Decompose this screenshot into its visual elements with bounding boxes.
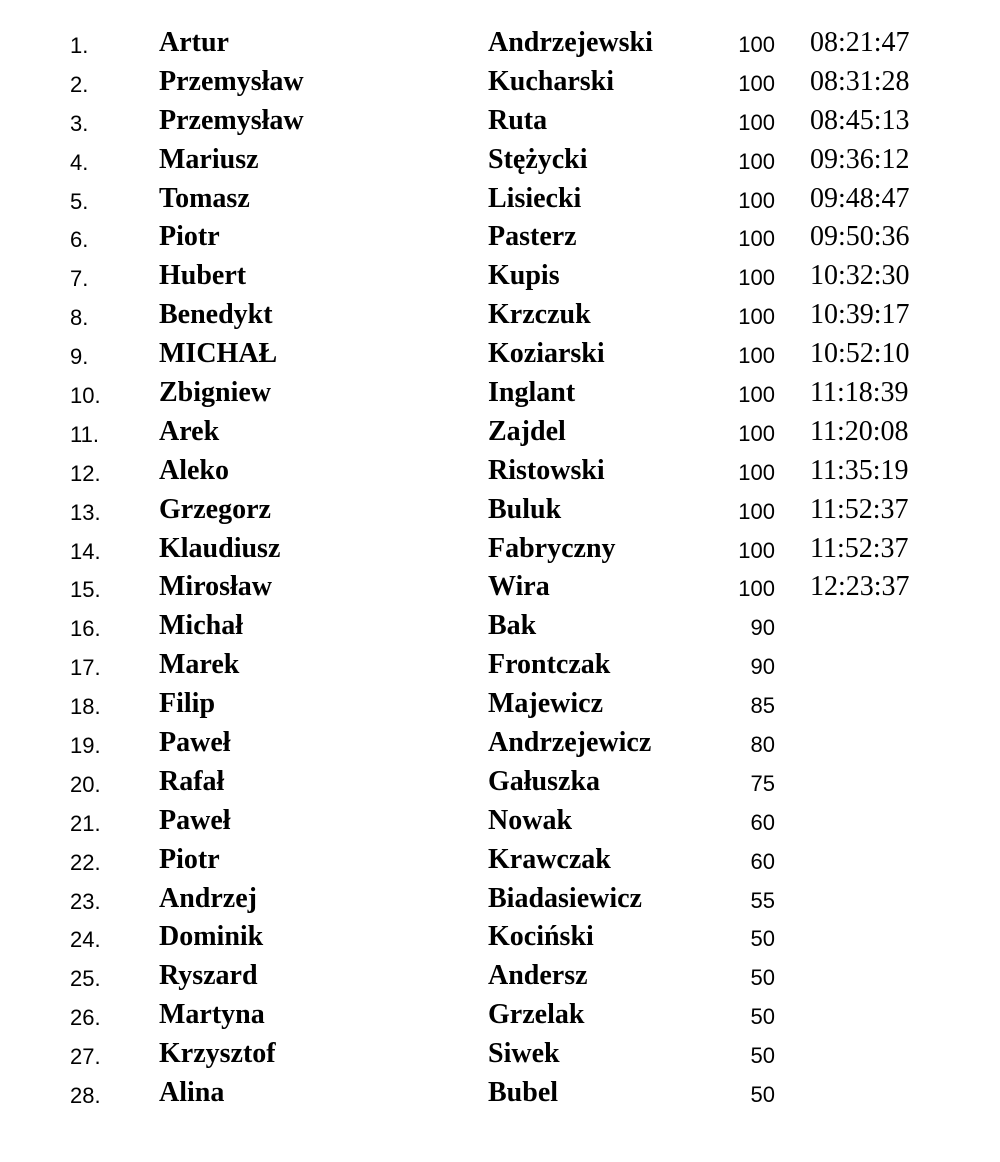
rank-cell: 9. — [70, 344, 89, 370]
table-row — [0, 880, 1000, 919]
time-cell: 11:35:19 — [810, 454, 909, 486]
last-name-cell: Krawczak — [488, 843, 611, 875]
last-name-cell: Wira — [488, 571, 550, 603]
first-name-cell: Rafał — [159, 765, 225, 797]
time-cell: 09:48:47 — [810, 182, 910, 214]
rank-cell: 10. — [70, 383, 101, 409]
rank-cell: 19. — [70, 733, 101, 759]
table-row — [0, 918, 1000, 957]
last-name-cell: Kupis — [488, 260, 560, 292]
table-row — [0, 102, 1000, 141]
table-row — [0, 607, 1000, 646]
rank-cell: 21. — [70, 810, 101, 836]
last-name-cell: Gałuszka — [488, 765, 601, 797]
points-cell: 60 — [750, 848, 775, 874]
results-table — [0, 24, 1000, 1113]
points-cell: 100 — [738, 537, 775, 563]
first-name-cell: Grzegorz — [159, 493, 271, 525]
time-cell: 10:52:10 — [810, 338, 910, 370]
table-row — [0, 802, 1000, 841]
table-row — [0, 452, 1000, 491]
points-cell: 100 — [738, 265, 775, 291]
points-cell: 100 — [738, 187, 775, 213]
table-row — [0, 1035, 1000, 1074]
time-cell: 08:45:13 — [810, 104, 910, 136]
time-cell: 08:21:47 — [810, 27, 910, 58]
time-cell: 11:18:39 — [810, 377, 909, 409]
last-name-cell: Ristowski — [488, 454, 605, 486]
points-cell: 50 — [750, 926, 775, 952]
table-row — [0, 646, 1000, 685]
table-row — [0, 296, 1000, 335]
rank-cell: 15. — [70, 577, 101, 603]
last-name-cell: Frontczak — [488, 649, 611, 681]
rank-cell: 4. — [70, 149, 89, 175]
points-cell: 100 — [738, 498, 775, 524]
last-name-cell: Andrzejewski — [488, 27, 653, 58]
rank-cell: 1. — [70, 33, 89, 58]
rank-cell: 13. — [70, 499, 101, 525]
points-cell: 90 — [750, 654, 775, 680]
last-name-cell: Bubel — [488, 1077, 559, 1109]
rank-cell: 12. — [70, 460, 101, 486]
last-name-cell: Andrzejewicz — [488, 727, 652, 759]
time-cell: 12:23:37 — [810, 571, 910, 603]
rank-cell: 20. — [70, 771, 101, 797]
last-name-cell: Krzczuk — [488, 299, 591, 331]
table-row — [0, 996, 1000, 1035]
rank-cell: 25. — [70, 966, 101, 992]
last-name-cell: Siwek — [488, 1038, 560, 1070]
table-row — [0, 957, 1000, 996]
last-name-cell: Nowak — [488, 804, 573, 836]
rank-cell: 27. — [70, 1044, 101, 1070]
table-row — [0, 180, 1000, 219]
table-row — [0, 257, 1000, 296]
first-name-cell: Artur — [159, 27, 229, 58]
last-name-cell: Lisiecki — [488, 182, 582, 214]
last-name-cell: Grzelak — [488, 999, 585, 1031]
first-name-cell: Krzysztof — [159, 1038, 276, 1070]
points-cell: 80 — [750, 732, 775, 758]
table-row — [0, 841, 1000, 880]
table-row — [0, 568, 1000, 607]
last-name-cell: Pasterz — [488, 221, 577, 253]
first-name-cell: Martyna — [159, 999, 265, 1031]
first-name-cell: Zbigniew — [159, 377, 272, 409]
first-name-cell: Arek — [159, 415, 220, 447]
first-name-cell: Paweł — [159, 804, 231, 836]
first-name-cell: Tomasz — [159, 182, 250, 214]
table-row — [0, 1074, 1000, 1113]
table-row — [0, 685, 1000, 724]
points-cell: 55 — [750, 887, 775, 913]
time-cell: 11:20:08 — [810, 415, 909, 447]
first-name-cell: Andrzej — [159, 882, 257, 914]
rank-cell: 7. — [70, 266, 89, 292]
first-name-cell: Przemysław — [159, 65, 304, 97]
rank-cell: 2. — [70, 71, 89, 97]
first-name-cell: Mirosław — [159, 571, 273, 603]
rank-cell: 24. — [70, 927, 101, 953]
table-row — [0, 763, 1000, 802]
last-name-cell: Kociński — [488, 921, 594, 953]
first-name-cell: Marek — [159, 649, 240, 681]
last-name-cell: Inglant — [488, 377, 576, 409]
points-cell: 100 — [738, 459, 775, 485]
first-name-cell: Klaudiusz — [159, 532, 281, 564]
first-name-cell: Filip — [159, 688, 216, 720]
points-cell: 100 — [738, 420, 775, 446]
first-name-cell: Przemysław — [159, 104, 304, 136]
points-cell: 100 — [738, 226, 775, 252]
table-row — [0, 141, 1000, 180]
table-row — [0, 63, 1000, 102]
rank-cell: 3. — [70, 110, 89, 136]
rank-cell: 5. — [70, 188, 89, 214]
points-cell: 100 — [738, 382, 775, 408]
table-row — [0, 413, 1000, 452]
points-cell: 50 — [750, 1004, 775, 1030]
points-cell: 90 — [750, 615, 775, 641]
points-cell: 100 — [738, 343, 775, 369]
last-name-cell: Buluk — [488, 493, 562, 525]
points-cell: 100 — [738, 109, 775, 135]
first-name-cell: Aleko — [159, 454, 229, 486]
first-name-cell: Mariusz — [159, 143, 259, 175]
rank-cell: 14. — [70, 538, 101, 564]
points-cell: 50 — [750, 1043, 775, 1069]
last-name-cell: Fabryczny — [488, 532, 616, 564]
points-cell: 50 — [750, 965, 775, 991]
points-cell: 100 — [738, 576, 775, 602]
rank-cell: 17. — [70, 655, 101, 681]
last-name-cell: Kucharski — [488, 65, 615, 97]
points-cell: 75 — [750, 770, 775, 796]
time-cell: 09:50:36 — [810, 221, 910, 253]
points-cell: 100 — [738, 32, 775, 57]
first-name-cell: Piotr — [159, 843, 220, 875]
rank-cell: 23. — [70, 888, 101, 914]
rank-cell: 6. — [70, 227, 89, 253]
points-cell: 85 — [750, 693, 775, 719]
rank-cell: 28. — [70, 1083, 101, 1109]
last-name-cell: Andersz — [488, 960, 588, 992]
rank-cell: 18. — [70, 694, 101, 720]
last-name-cell: Ruta — [488, 104, 548, 136]
points-cell: 100 — [738, 304, 775, 330]
first-name-cell: Ryszard — [159, 960, 258, 992]
first-name-cell: Paweł — [159, 727, 231, 759]
first-name-cell: Michał — [159, 610, 243, 642]
time-cell: 09:36:12 — [810, 143, 910, 175]
table-row — [0, 24, 1000, 63]
last-name-cell: Biadasiewicz — [488, 882, 642, 914]
first-name-cell: Piotr — [159, 221, 220, 253]
table-row — [0, 530, 1000, 569]
time-cell: 08:31:28 — [810, 65, 910, 97]
table-row — [0, 491, 1000, 530]
first-name-cell: Alina — [159, 1077, 225, 1109]
last-name-cell: Majewicz — [488, 688, 604, 720]
last-name-cell: Zajdel — [488, 415, 566, 447]
points-cell: 60 — [750, 809, 775, 835]
time-cell: 11:52:37 — [810, 493, 909, 525]
rank-cell: 11. — [70, 421, 99, 447]
table-row — [0, 724, 1000, 763]
rank-cell: 8. — [70, 305, 89, 331]
rank-cell: 16. — [70, 616, 101, 642]
rank-cell: 22. — [70, 849, 101, 875]
last-name-cell: Koziarski — [488, 338, 605, 370]
table-row — [0, 335, 1000, 374]
points-cell: 100 — [738, 148, 775, 174]
first-name-cell: Dominik — [159, 921, 264, 953]
rank-cell: 26. — [70, 1005, 101, 1031]
first-name-cell: MICHAŁ — [159, 338, 278, 370]
last-name-cell: Stężycki — [488, 143, 588, 175]
time-cell: 10:39:17 — [810, 299, 910, 331]
last-name-cell: Bak — [488, 610, 537, 642]
table-row — [0, 374, 1000, 413]
points-cell: 50 — [750, 1082, 775, 1108]
table-row — [0, 218, 1000, 257]
points-cell: 100 — [738, 70, 775, 96]
first-name-cell: Hubert — [159, 260, 247, 292]
first-name-cell: Benedykt — [159, 299, 273, 331]
time-cell: 10:32:30 — [810, 260, 910, 292]
time-cell: 11:52:37 — [810, 532, 909, 564]
